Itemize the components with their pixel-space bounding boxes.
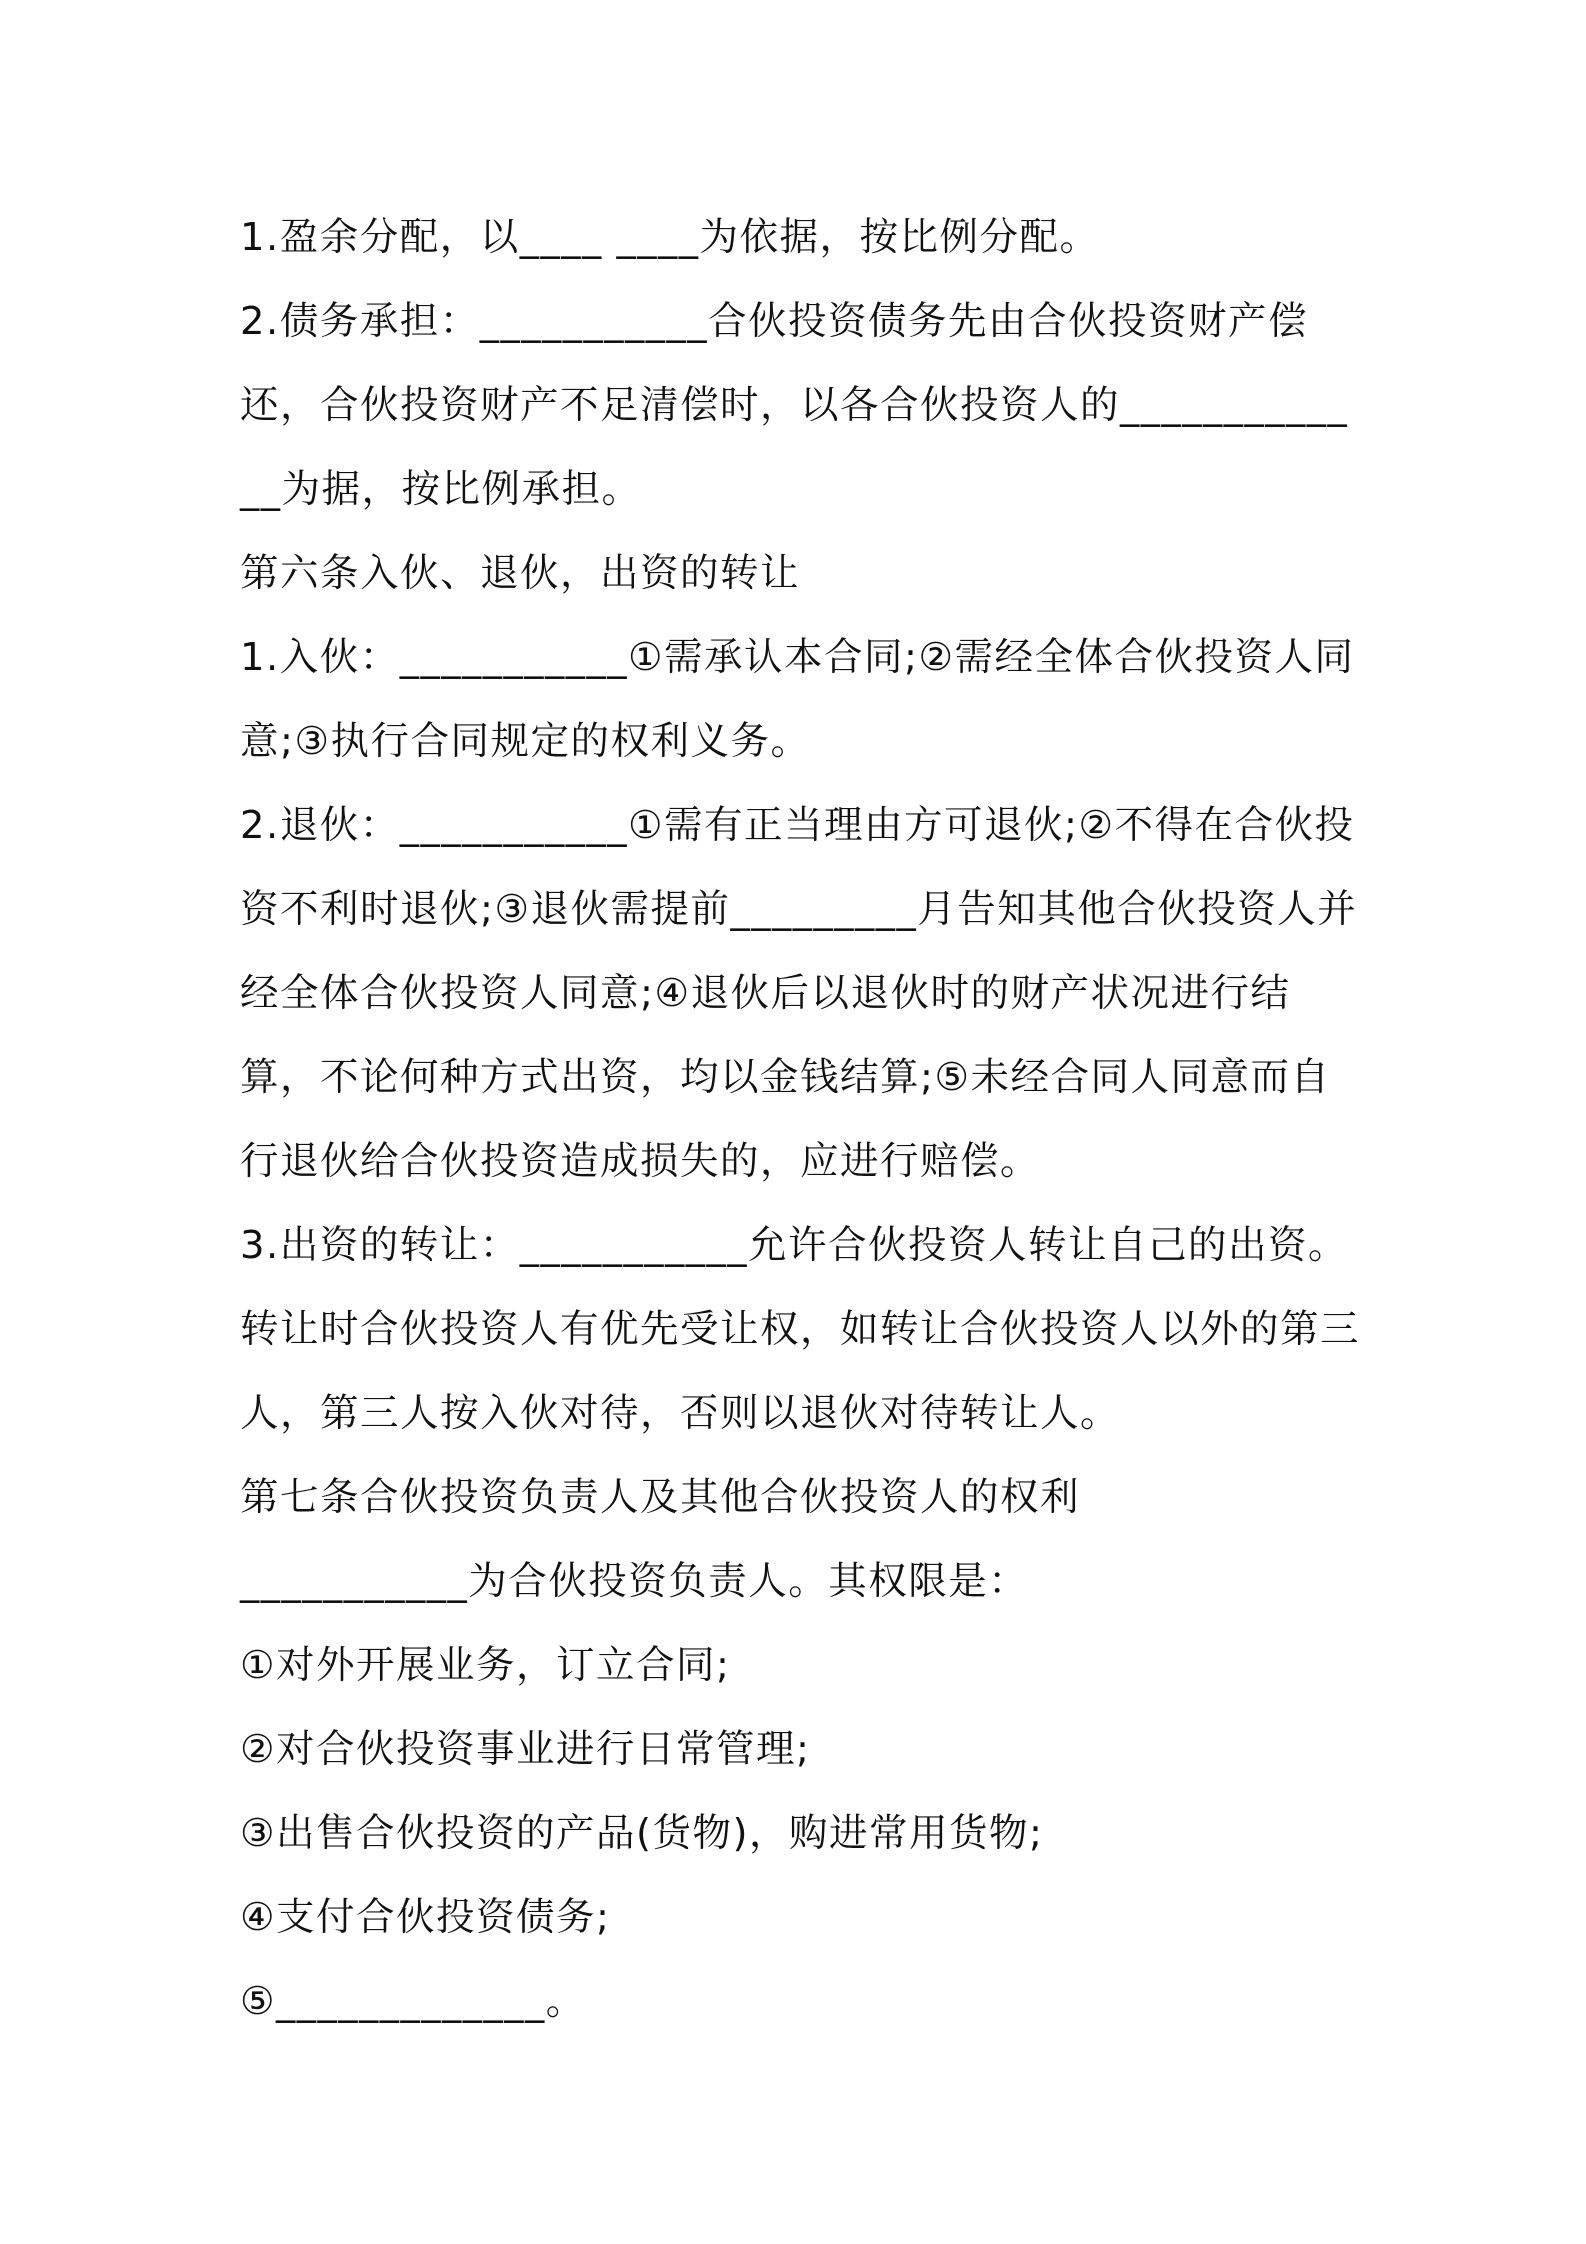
list-item-power-4: ④支付合伙投资债务;	[240, 1895, 611, 1940]
paragraph-profit-distribution: 1.盈余分配，以____ ____为依据，按比例分配。	[240, 215, 1100, 260]
paragraph-joining: 1.入伙：___________①需承认本合同;②需经全体合伙投资人同意;③执行合同规定的权利义务。	[240, 635, 1355, 764]
paragraph-capital-transfer: 3.出资的转让：___________允许合伙投资人转让自己的出资。转让时合伙投资人有优先受让权，如转让合伙投资人以外的第三人，第三人按入伙对待，否则以退伙对待转让人。	[240, 1223, 1361, 1436]
article-six-heading: 第六条入伙、退伙，出资的转让	[240, 551, 801, 596]
paragraph-responsible-person: ___________为合伙投资负责人。其权限是：	[240, 1559, 1029, 1604]
article-seven-heading: 第七条合伙投资负责人及其他合伙投资人的权利	[240, 1475, 1081, 1520]
list-item-power-3: ③出售合伙投资的产品(货物)，购进常用货物;	[240, 1811, 1044, 1856]
list-item-power-1: ①对外开展业务，订立合同;	[240, 1643, 731, 1688]
document-body	[240, 196, 1360, 2044]
paragraph-withdrawal: 2.退伙：___________①需有正当理由方可退伙;②不得在合伙投资不利时退伙;③退伙需提前_________月告知其他合伙投资人并经全体合伙投资人同意;④退伙后以退伙时的财产状况进行结算，不论何种方式出资，均以金钱结算;⑤未经合同人同意而自行退伙给合伙投资造成损失的，应进行赔偿。	[240, 803, 1358, 1184]
paragraph-debt-bearing: 2.债务承担：___________合伙投资债务先由合伙投资财产偿还，合伙投资财产不足清偿时，以各合伙投资人的_____________为据，按比例承担。	[240, 299, 1349, 512]
list-item-power-2: ②对合伙投资事业进行日常管理;	[240, 1727, 811, 1772]
list-item-power-5: ⑤_____________。	[240, 1979, 586, 2024]
